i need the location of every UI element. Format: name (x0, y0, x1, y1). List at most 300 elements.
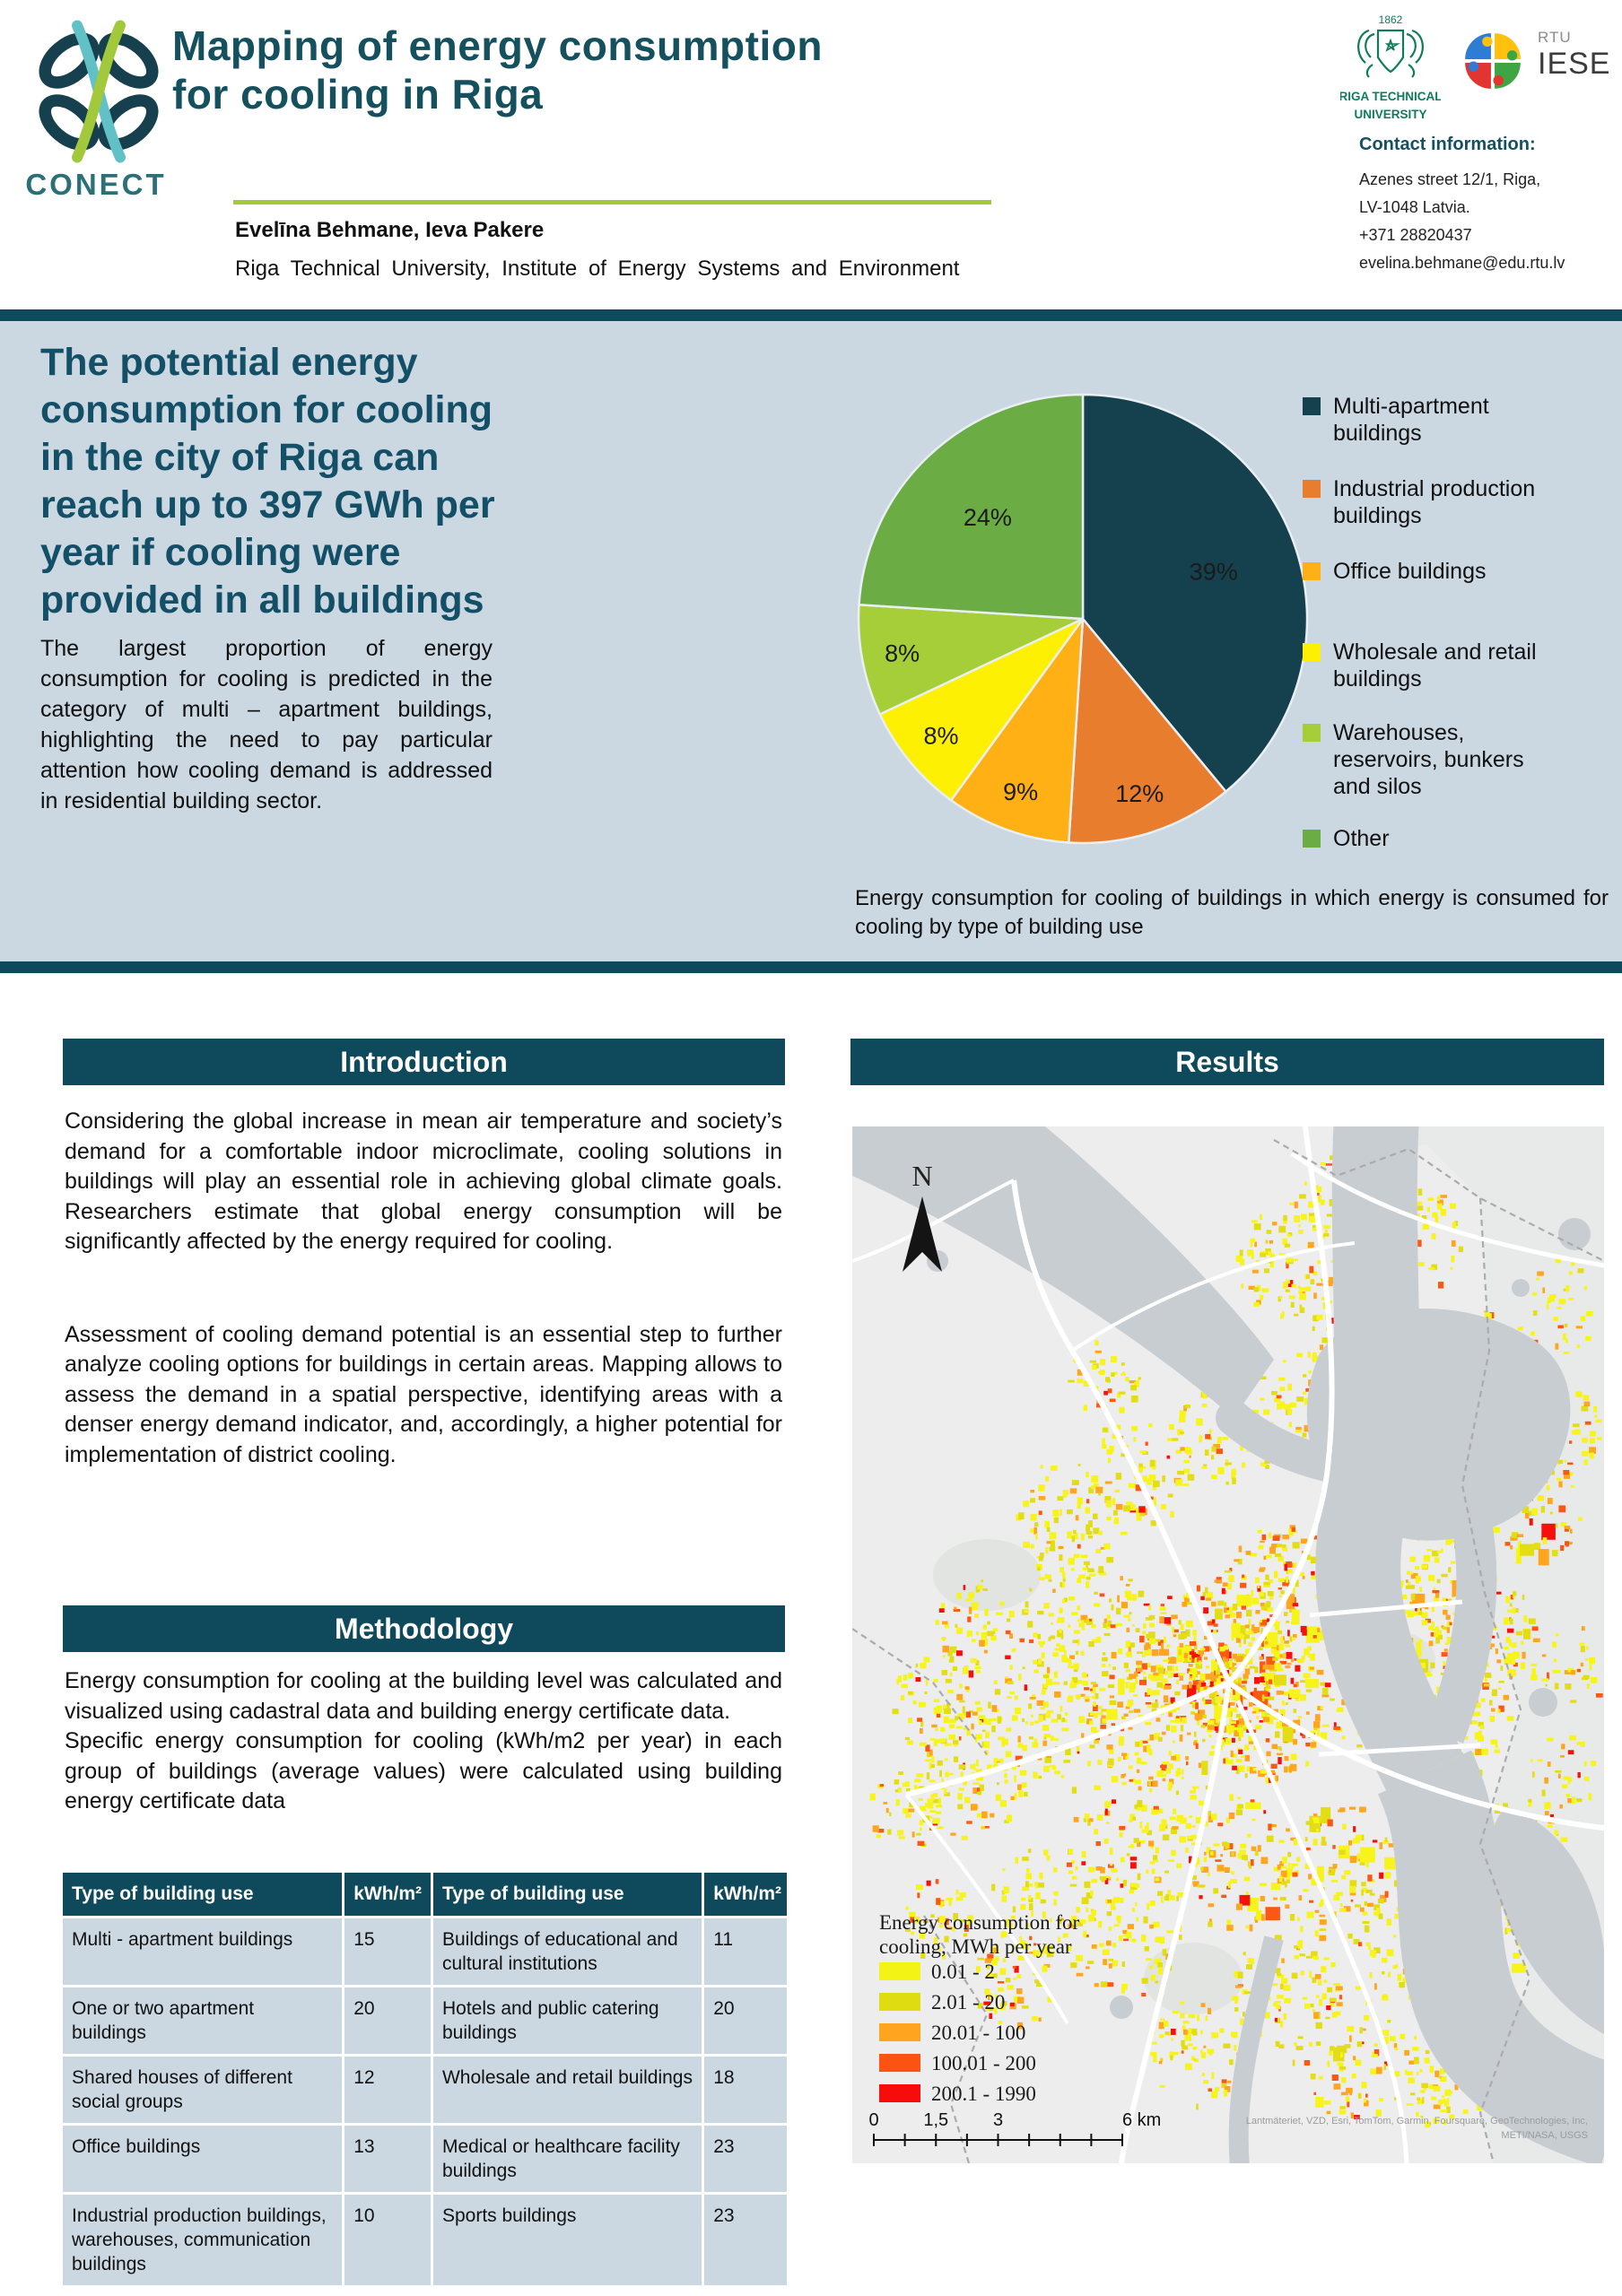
map-building (954, 1744, 957, 1747)
map-building (1275, 2018, 1278, 2022)
map-building (1417, 2072, 1419, 2075)
map-building (1395, 1964, 1398, 1968)
map-building (1116, 1623, 1123, 1626)
map-building (967, 1616, 971, 1622)
map-building (1206, 1674, 1211, 1680)
map-building (1152, 1649, 1159, 1656)
map-building (1558, 1506, 1565, 1513)
map-building (1142, 1466, 1146, 1469)
map-building (1317, 1670, 1324, 1675)
map-building (1030, 1722, 1033, 1726)
map-building (1016, 1988, 1023, 1994)
map-building (933, 1818, 940, 1824)
pie-legend-item (1303, 558, 1486, 585)
map-building (1085, 1508, 1090, 1514)
map-building (1187, 1733, 1190, 1735)
map-building (944, 1717, 949, 1723)
map-building (1507, 1716, 1514, 1720)
map-building (1147, 1662, 1150, 1665)
map-building (1121, 1753, 1127, 1756)
map-building (1094, 1983, 1099, 1987)
map-building (1098, 1566, 1103, 1573)
map-building (1223, 1759, 1225, 1764)
contact-heading: Contact information: (1359, 135, 1536, 154)
map-building (1125, 1682, 1129, 1688)
map-building (981, 1812, 988, 1819)
map-building (1081, 1861, 1086, 1866)
map-building (1054, 1692, 1061, 1698)
map-building (1279, 1296, 1282, 1299)
map-building (1134, 1709, 1140, 1712)
map-building (1452, 1256, 1455, 1263)
map-building (1286, 1290, 1290, 1292)
map-building (1039, 2018, 1042, 2022)
map-building (1303, 1889, 1308, 1892)
map-building (1528, 1799, 1531, 1803)
map-building (925, 1803, 928, 1807)
map-building (970, 1631, 973, 1636)
map-building (1025, 1601, 1029, 1607)
map-building (1099, 1688, 1105, 1691)
map-building (1365, 1890, 1373, 1893)
map-building (886, 1808, 889, 1813)
pie-legend-label (1333, 719, 1524, 800)
map-building (1347, 2026, 1354, 2031)
map-building (1108, 1388, 1112, 1393)
map-building (1083, 1931, 1086, 1938)
map-building (1267, 1230, 1272, 1234)
scale-label: 3 (992, 2110, 1004, 2130)
map-building (1241, 1755, 1245, 1758)
map-building (1005, 1676, 1008, 1679)
map-building (960, 1892, 966, 1898)
map-building (1303, 1392, 1306, 1395)
map-building (1305, 1837, 1308, 1841)
map-building (1051, 1622, 1053, 1625)
map-building (1070, 1884, 1077, 1887)
map-building (930, 1816, 933, 1819)
map-building (1047, 1856, 1051, 1861)
map-building (971, 1724, 973, 1730)
map-building (1007, 1985, 1014, 1989)
contact-block (1359, 135, 1615, 277)
table-cell: 11 (704, 1918, 787, 1985)
map-building (977, 1813, 981, 1818)
map-building (1130, 1385, 1137, 1390)
map-building (1159, 1616, 1164, 1623)
map-building (1434, 2086, 1441, 2092)
table-header-cell: kWh/m² (704, 1873, 787, 1916)
map-building (1327, 2061, 1330, 2067)
map-building (1086, 1966, 1090, 1969)
map-building (1269, 1547, 1276, 1554)
map-building (920, 1663, 926, 1668)
map-building (1440, 2068, 1444, 2074)
map-building (1074, 1554, 1080, 1558)
map-building (1007, 1619, 1010, 1622)
map-building (1504, 1695, 1509, 1700)
map-building (1563, 1334, 1566, 1340)
map-building (1147, 1822, 1149, 1830)
map-building (1072, 1876, 1077, 1880)
table-cell: Industrial production buildings, warehouses, communication buildings (63, 2195, 342, 2285)
pie-legend-label-line: Other (1333, 826, 1390, 851)
map-building (1045, 1574, 1051, 1578)
map-building (1110, 1864, 1112, 1866)
map-legend-label: 200.1 - 1990 (931, 2083, 1036, 2105)
table-cell: Office buildings (63, 2126, 342, 2192)
map-building (1208, 1811, 1212, 1816)
map-building (972, 1712, 978, 1716)
map-building (1278, 1865, 1281, 1870)
map-building (1283, 1727, 1294, 1743)
table-cell: Medical or healthcare facility buildings (433, 2126, 702, 2192)
map-building (1336, 2012, 1340, 2016)
map-building (1507, 1669, 1516, 1676)
map-building (1129, 1727, 1133, 1730)
map-building (1570, 1700, 1576, 1702)
map-building (1303, 1374, 1306, 1377)
map-building (1012, 1715, 1018, 1720)
map-building (1271, 1764, 1278, 1769)
map-building (1199, 1817, 1201, 1820)
map-building (1045, 1849, 1048, 1856)
map-building (1287, 1663, 1292, 1665)
map-building (1232, 1996, 1238, 2001)
map-building (1162, 1732, 1166, 1735)
map-building (1266, 1752, 1270, 1757)
map-building (981, 1826, 985, 1829)
map-building (1145, 1946, 1149, 1952)
map-building (1276, 1391, 1278, 1395)
map-building (1480, 1726, 1485, 1730)
map-building (1088, 1915, 1094, 1922)
table-cell: 15 (344, 1918, 431, 1985)
map-building (1239, 1643, 1242, 1648)
map-building (1200, 2049, 1203, 2053)
map-building (1417, 1239, 1422, 1247)
conect-logo-text: CONECT (25, 168, 167, 201)
map-building (1285, 1645, 1290, 1648)
map-building (1264, 1268, 1269, 1273)
map-building (1577, 1344, 1580, 1348)
map-building (1161, 1612, 1167, 1614)
map-building (1231, 1751, 1234, 1757)
map-building (1415, 1566, 1419, 1570)
map-building (1544, 1802, 1550, 1809)
table-cell: 23 (704, 2126, 787, 2192)
map-building (1359, 1807, 1366, 1813)
map-building (1418, 1188, 1423, 1196)
map-building (1054, 1770, 1060, 1774)
map-building (1095, 1487, 1103, 1493)
map-building (1286, 1652, 1293, 1659)
map-building (1268, 1251, 1271, 1256)
map-building (1020, 1639, 1025, 1642)
scale-label: 1,5 (923, 2110, 949, 2130)
map-building (1447, 1627, 1450, 1633)
map-building (1578, 1268, 1584, 1273)
map-building (1278, 1378, 1285, 1381)
map-building (887, 1830, 891, 1835)
map-building (1238, 1718, 1244, 1726)
map-building (1294, 1562, 1297, 1568)
map-building (1567, 1463, 1573, 1465)
map-building (1109, 1963, 1112, 1969)
map-building (1226, 1482, 1229, 1485)
map-building (1266, 1601, 1270, 1605)
map-building (1410, 1557, 1416, 1562)
map-building (1054, 1672, 1058, 1678)
map-building (1172, 1438, 1178, 1440)
map-building (1045, 1547, 1048, 1553)
map-building (1189, 1682, 1192, 1689)
map-building (1065, 1712, 1068, 1716)
map-building (976, 1631, 979, 1635)
map-building (1043, 1737, 1046, 1740)
map-building (1077, 1605, 1080, 1610)
map-building (1387, 1918, 1391, 1926)
map-building (1554, 1830, 1557, 1835)
map-building (1154, 1860, 1158, 1863)
table-header-cell: kWh/m² (344, 1873, 431, 1916)
map-building (1146, 1442, 1148, 1446)
map-building (1199, 1660, 1201, 1665)
map-building (1153, 1922, 1159, 1927)
map-building (1159, 1674, 1164, 1680)
map-building (1215, 1609, 1223, 1620)
map-building (1505, 1596, 1510, 1604)
map-building (1295, 1699, 1300, 1701)
map-building (1424, 1555, 1430, 1562)
map-building (1094, 1340, 1098, 1345)
map-building (1256, 1716, 1259, 1718)
map-building (1157, 1962, 1163, 1968)
map-building (1189, 1815, 1192, 1818)
map-building (1278, 1587, 1282, 1590)
map-building (941, 1637, 946, 1639)
map-building (1217, 1601, 1224, 1606)
map-building (1050, 1546, 1056, 1551)
map-building (1119, 1826, 1125, 1830)
map-building (1242, 1855, 1248, 1860)
map-building (1366, 1943, 1371, 1946)
map-building (1289, 1203, 1294, 1205)
map-building (1287, 1234, 1291, 1237)
map-building (1023, 1500, 1029, 1507)
map-building (1001, 1895, 1007, 1901)
pie-slice-label: 8% (923, 722, 959, 750)
map-building (1308, 1242, 1314, 1248)
map-building (1301, 1626, 1307, 1632)
map-building (1022, 1718, 1025, 1722)
map-building (1171, 1756, 1176, 1761)
map-building (1094, 1713, 1098, 1718)
map-building (1205, 1449, 1209, 1456)
map-building (1111, 1907, 1116, 1910)
map-building (1222, 2079, 1227, 2083)
iese-logo (1461, 29, 1613, 93)
map-building (1030, 1697, 1036, 1700)
map-building (1037, 1611, 1043, 1614)
map-building (1558, 1482, 1562, 1488)
map-building (1181, 1725, 1183, 1731)
map-building (1390, 2036, 1396, 2041)
map-building (1047, 1710, 1053, 1713)
map-building (1249, 1866, 1251, 1869)
iese-logo-rtu: RTU (1538, 29, 1572, 46)
map-building (1376, 2067, 1382, 2074)
map-building (1106, 1744, 1112, 1750)
map-building (1083, 1568, 1087, 1571)
map-building (1188, 1474, 1195, 1481)
map-building (1084, 1696, 1090, 1699)
map-legend-swatch (879, 1962, 920, 1980)
map-building (1310, 2004, 1313, 2007)
map-building (870, 1794, 876, 1801)
map-building (1594, 1415, 1597, 1418)
map-building (1149, 1735, 1154, 1741)
map-building (1316, 1829, 1319, 1831)
map-building (1236, 1656, 1243, 1662)
map-building (1183, 1469, 1190, 1474)
map-building (1287, 1630, 1290, 1636)
map-building (939, 1608, 945, 1613)
map-building (1013, 1966, 1016, 1969)
map-building (1235, 1985, 1243, 1987)
map-building (1523, 1629, 1530, 1639)
map-building (1585, 1336, 1591, 1341)
map-building (1021, 1784, 1026, 1787)
map-building (897, 1830, 903, 1835)
map-building (1437, 1579, 1441, 1584)
map-building (1149, 1788, 1152, 1793)
map-building (1225, 1738, 1231, 1744)
map-building (1418, 1262, 1425, 1266)
map-building (1264, 1556, 1267, 1561)
map-building (1061, 1655, 1067, 1660)
map-building (1561, 1744, 1565, 1749)
map-building (963, 1706, 965, 1713)
map-building (1489, 1700, 1492, 1706)
map-building (1091, 1624, 1095, 1628)
map-building (1282, 1857, 1287, 1863)
map-building (1044, 1758, 1051, 1763)
map-building (1158, 1737, 1163, 1742)
map-building (1204, 1852, 1207, 1856)
map-building (1110, 1399, 1116, 1403)
table-cell: One or two apartment buildings (63, 1987, 342, 2054)
map-building (1520, 1544, 1534, 1556)
map-building (1264, 1582, 1270, 1586)
map-building (917, 1718, 922, 1722)
map-building (1167, 1666, 1172, 1671)
map-building (1313, 1292, 1317, 1299)
scale-label: 0 (868, 2110, 879, 2130)
map-building (1571, 1670, 1575, 1674)
map-building (1516, 1608, 1519, 1613)
map-building (1162, 1475, 1165, 1482)
map-building (942, 1670, 948, 1675)
map-building (1067, 1863, 1072, 1867)
map-building (1447, 1622, 1450, 1626)
map-building (1041, 1900, 1046, 1904)
map-building (1203, 2080, 1208, 2083)
map-building (1263, 1665, 1269, 1670)
map-building (1122, 1961, 1125, 1967)
map-building (1021, 1898, 1025, 1900)
map-building (1420, 2069, 1423, 2073)
map-building (1591, 1677, 1597, 1683)
map-building (1321, 1837, 1326, 1842)
map-building (1491, 1740, 1498, 1744)
map-building (1244, 1877, 1251, 1882)
map-building (1105, 1809, 1108, 1815)
map-building (1278, 1631, 1282, 1634)
map-building (1321, 1706, 1323, 1709)
map-building (1549, 1294, 1557, 1298)
map-building (982, 1730, 986, 1733)
map-building (1082, 1851, 1086, 1857)
map-building (1291, 1864, 1294, 1868)
map-building (1120, 1898, 1123, 1903)
map-building (1127, 1853, 1130, 1856)
map-building (1161, 1896, 1164, 1903)
map-building (1116, 1504, 1123, 1509)
map-building (1043, 1603, 1049, 1608)
map-building (1246, 1964, 1252, 1970)
pie-legend-label (1333, 825, 1390, 852)
map-building (1217, 1822, 1223, 1826)
map-building (1067, 1509, 1073, 1514)
map-building (1236, 1612, 1242, 1618)
map-building (1248, 1642, 1252, 1647)
map-building (1176, 1864, 1182, 1868)
map-building (1102, 1664, 1106, 1667)
map-building (1035, 1883, 1038, 1888)
map-building (1222, 1437, 1228, 1440)
map-building (1025, 1721, 1028, 1724)
map-building (1331, 1880, 1338, 1883)
map-building (1002, 1868, 1005, 1871)
map-building (964, 1797, 971, 1804)
map-building (1410, 2092, 1416, 2095)
map-building (1554, 1659, 1557, 1663)
map-building (1006, 1978, 1011, 1982)
map-building (949, 1735, 955, 1740)
map-building (1492, 1689, 1497, 1696)
map-building (1201, 1761, 1208, 1775)
map-building (1092, 1944, 1097, 1949)
map-building (1197, 1586, 1200, 1592)
map-building (1529, 1618, 1536, 1624)
map-building (1176, 1791, 1179, 1796)
map-building (940, 1727, 945, 1732)
map-building (1262, 1535, 1267, 1540)
map-building (1051, 1465, 1058, 1471)
pie-legend-label-line: Office buildings (1333, 559, 1487, 584)
map-building (1173, 1634, 1177, 1637)
map-building (1157, 1892, 1163, 1896)
map-building (1121, 1857, 1125, 1863)
map-building (1557, 1307, 1561, 1309)
map-building (1042, 1653, 1045, 1658)
map-building (1217, 1865, 1225, 1871)
map-building (1039, 1577, 1044, 1580)
map-building (1238, 1804, 1244, 1808)
map-building (1565, 1324, 1568, 1327)
map-building (1284, 1766, 1287, 1772)
